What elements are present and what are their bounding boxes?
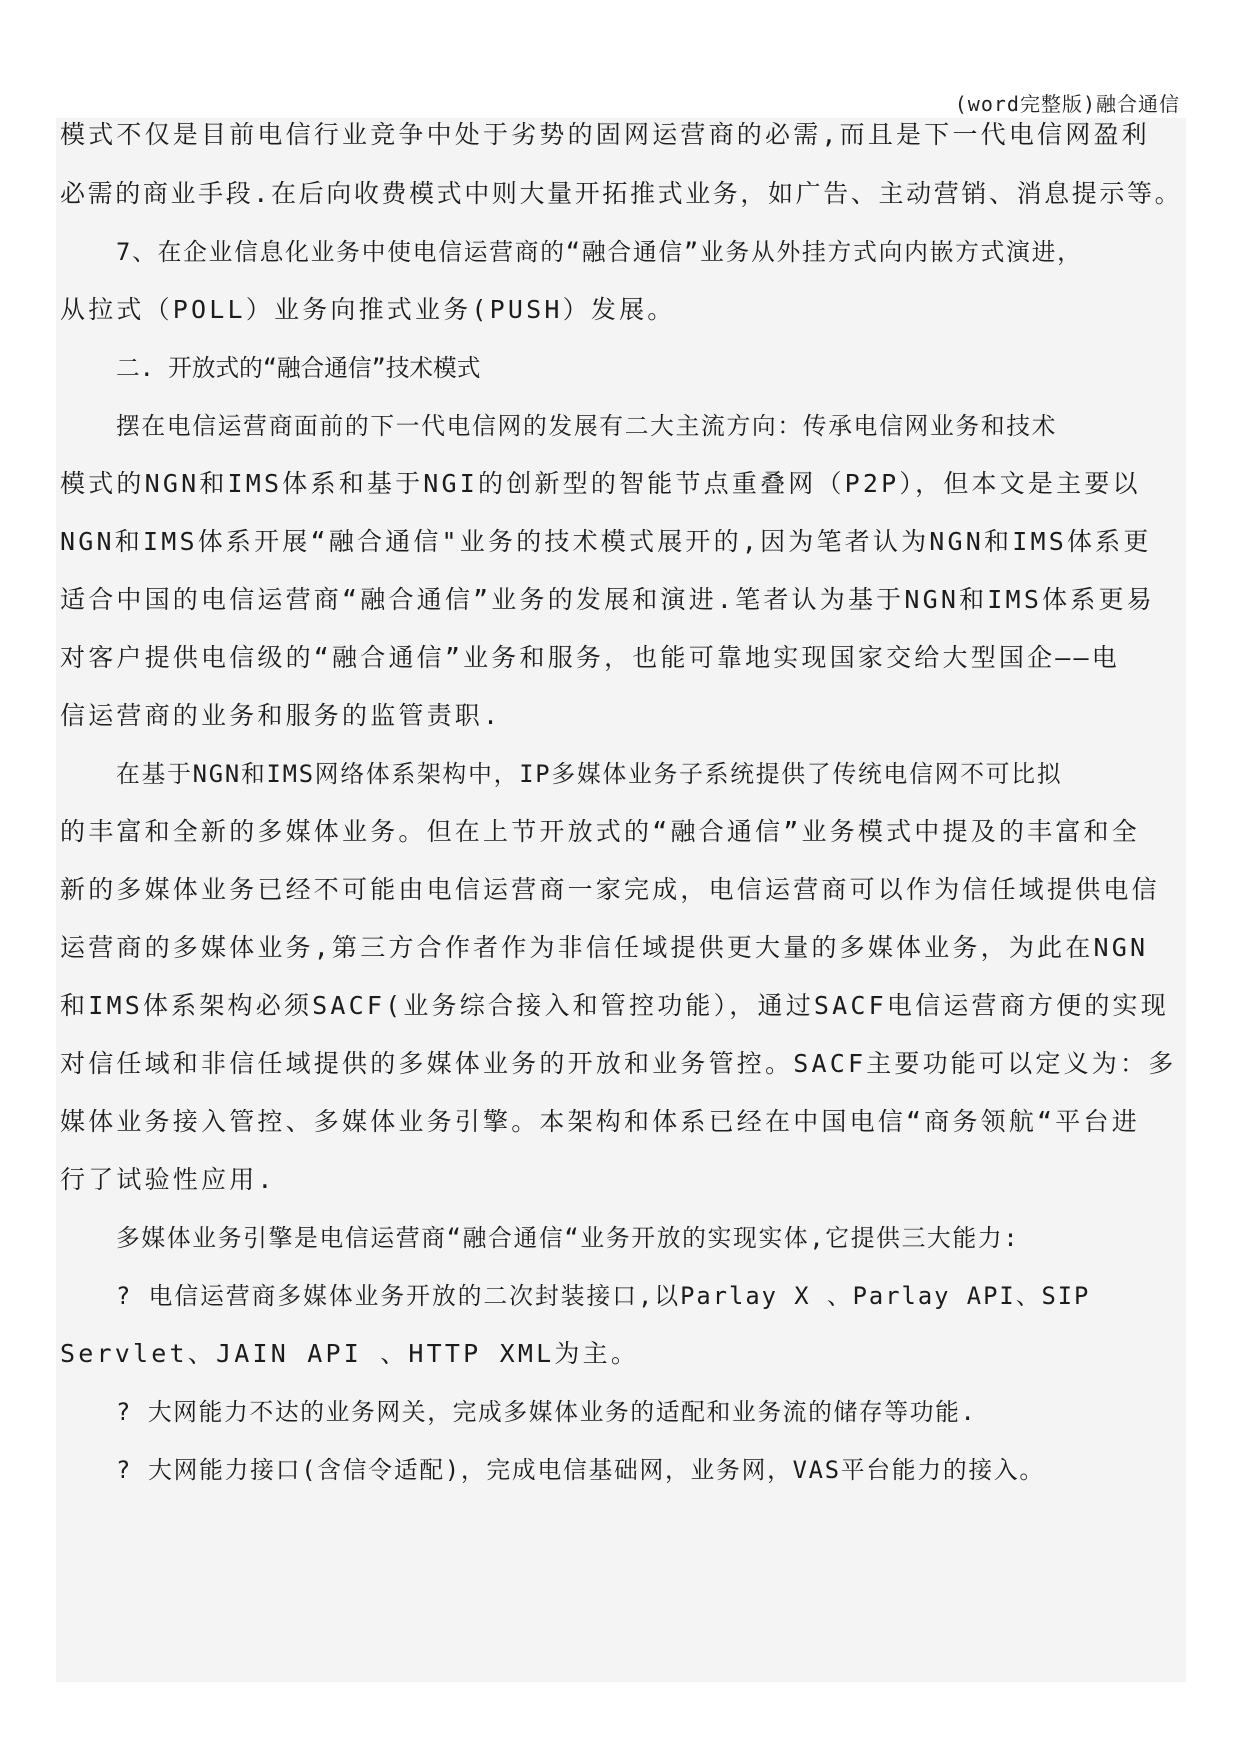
- body-line: 多媒体业务引擎是电信运营商“融合通信“业务开放的实现实体,它提供三大能力:: [116, 1224, 1020, 1252]
- body-line: 模式不仅是目前电信行业竞争中处于劣势的固网运营商的必需,而且是下一代电信网盈利: [60, 120, 1150, 149]
- body-line: 媒体业务接入管控、多媒体业务引擎。本架构和体系已经在中国电信“商务领航“平台进: [60, 1107, 1140, 1136]
- section-heading: 二. 开放式的“融合通信”技术模式: [116, 354, 481, 382]
- body-line: 在基于NGN和IMS网络体系架构中，IP多媒体业务子系统提供了传统电信网不可比拟: [116, 760, 1063, 788]
- bullet-item: ? 电信运营商多媒体业务开放的二次封装接口,以Parlay X 、Parlay API、SIP: [116, 1282, 1091, 1310]
- body-line: 必需的商业手段.在后向收费模式中则大量开拓推式业务，如广告、主动营销、消息提示等。: [60, 179, 1183, 208]
- body-line: 运营商的多媒体业务,第三方合作者作为非信任域提供更大量的多媒体业务，为此在NGN: [60, 933, 1149, 962]
- bullet-item: ? 大网能力接口(含信令适配)，完成电信基础网，业务网，VAS平台能力的接入。: [116, 1456, 1045, 1484]
- body-line: 信运营商的业务和服务的监管责职.: [60, 701, 502, 730]
- body-line: 对信任域和非信任域提供的多媒体业务的开放和业务管控。SACF主要功能可以定义为：多: [60, 1049, 1177, 1078]
- body-line: 行了试验性应用.: [60, 1165, 276, 1194]
- bullet-item: ? 大网能力不达的业务网关，完成多媒体业务的适配和业务流的储存等功能.: [116, 1398, 977, 1426]
- body-line: 的丰富和全新的多媒体业务。但在上节开放式的“融合通信”业务模式中提及的丰富和全: [60, 817, 1140, 846]
- body-line: NGN和IMS体系开展“融合通信"业务的技术模式展开的,因为笔者认为NGN和IMS体系更: [60, 527, 1152, 556]
- body-line: 7、在企业信息化业务中使电信运营商的“融合通信”业务从外挂方式向内嵌方式演进，: [116, 238, 1083, 266]
- body-line: 从拉式（POLL）业务向推式业务(PUSH）发展。: [60, 295, 676, 324]
- page-header-title: (word完整版)融合通信: [954, 92, 1180, 116]
- document-body: [56, 118, 1186, 1682]
- body-line: 和IMS体系架构必须SACF(业务综合接入和管控功能），通过SACF电信运营商方便的实现: [60, 991, 1169, 1020]
- body-line: 适合中国的电信运营商“融合通信”业务的发展和演进.笔者认为基于NGN和IMS体系更易: [60, 585, 1155, 614]
- body-line: 对客户提供电信级的“融合通信”业务和服务，也能可靠地实现国家交给大型国企——电: [60, 643, 1121, 672]
- bullet-item-continued: Servlet、JAIN API 、HTTP XML为主。: [60, 1339, 640, 1368]
- body-line: 新的多媒体业务已经不可能由电信运营商一家完成，电信运营商可以作为信任域提供电信: [60, 875, 1160, 904]
- body-line: 模式的NGN和IMS体系和基于NGI的创新型的智能节点重叠网（P2P），但本文是主要以: [60, 469, 1141, 498]
- body-line: 摆在电信运营商面前的下一代电信网的发展有二大主流方向：传承电信网业务和技术: [116, 412, 1058, 440]
